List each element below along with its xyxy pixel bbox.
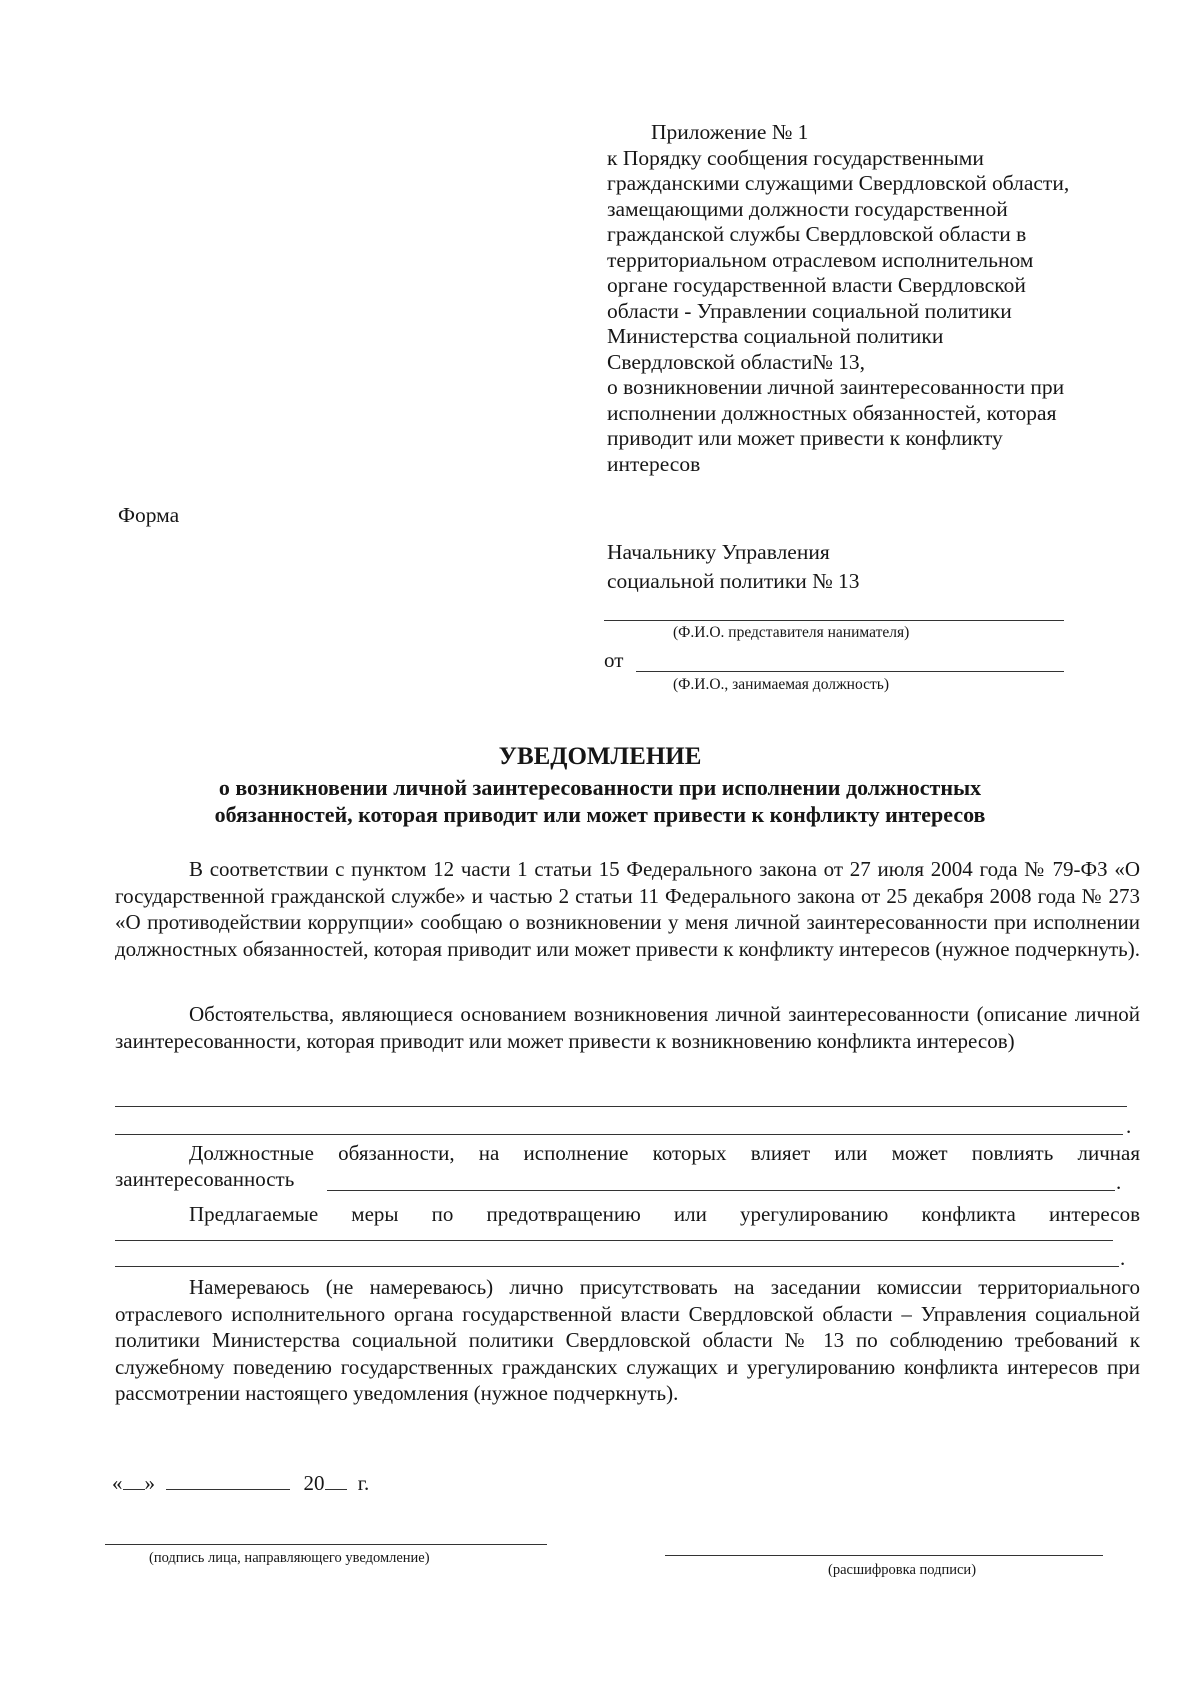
appendix-line: исполнении должностных обязанностей, которая: [607, 400, 1057, 425]
appendix-line: области - Управлении социальной политики: [607, 298, 1012, 323]
appendix-line: о возникновении личной заинтересованности при: [607, 375, 1065, 399]
employer-name-line[interactable]: [604, 620, 1064, 621]
appendix-line: гражданской службы Свердловской области в: [607, 222, 1027, 246]
period: .: [1116, 1170, 1122, 1194]
sender-name-line[interactable]: [636, 671, 1064, 672]
appendix-line: приводит или может привести к конфликту: [607, 426, 1003, 450]
from-label: от: [604, 648, 624, 672]
month-field[interactable]: [166, 1489, 290, 1490]
appendix-block: [607, 120, 1127, 477]
paragraph-measures: Предлагаемые меры по предотвращению или урегулированию конфликта интересов: [189, 1202, 1140, 1226]
measures-field-line-2[interactable]: [115, 1266, 1119, 1267]
date-line: [112, 1471, 369, 1496]
paragraph-intention: Намереваюсь (не намереваюсь) лично присутствовать на заседании комиссии территориального отраслевого исполнительного органа государственной власти Свердловской области – Управления социальной политики Министерства социальной политики Свердловской области № 13 по соблюдению требований к служебному поведению государственных гражданских служащих и урегулированию конфликта интересов при рассмотрении настоящего уведомления (нужное подчеркнуть).: [115, 1275, 1140, 1405]
document-subtitle: [0, 774, 1200, 828]
appendix-line: Министерства социальной политики: [607, 324, 944, 348]
subtitle-line-2: обязанностей, которая приводит или может привести к конфликту интересов: [214, 802, 986, 827]
appendix-line: к Порядку сообщения государственными: [607, 145, 984, 170]
appendix-line: органе государственной власти Свердловской: [607, 273, 1026, 297]
addressee-line-1: Начальнику Управления: [607, 540, 830, 564]
circumstances-field-line-1[interactable]: [115, 1106, 1127, 1107]
paragraph-notification: В соответствии с пунктом 12 части 1 статьи 15 Федерального закона от 27 июля 2004 года № 79-ФЗ «О государственной гражданской службе» и частью 2 статьи 11 Федерального закона от 25 декабря 2008 года № 273 «О противодействии коррупции» сообщаю о возникновении у меня личной заинтересованности при исполнении должностных обязанностей, которая приводит или может привести к конфликту интересов (нужное подчеркнуть).: [115, 857, 1140, 961]
appendix-line: Свердловской области№ 13,: [607, 349, 865, 374]
paragraph-duties: Должностные обязанности, на исполнение которых влияет или может повлиять личная: [189, 1141, 1140, 1165]
form-label: Форма: [118, 503, 180, 527]
appendix-line: гражданскими служащими Свердловской области,: [607, 171, 1070, 195]
year-field[interactable]: [325, 1489, 347, 1490]
addressee-line-2: социальной политики № 13: [607, 569, 860, 593]
appendix-line: Приложение № 1: [651, 120, 809, 144]
subtitle-line-1: о возникновении личной заинтересованности при исполнении должностных: [218, 775, 982, 800]
duties-lead: заинтересованность: [115, 1167, 295, 1191]
period: .: [1120, 1246, 1126, 1270]
measures-field-line-1[interactable]: [115, 1240, 1113, 1241]
year-suffix: г.: [357, 1471, 370, 1495]
period: .: [1126, 1114, 1132, 1138]
year-prefix: 20: [303, 1471, 325, 1495]
signature-decoding-line[interactable]: [665, 1555, 1103, 1556]
appendix-line: территориальном отраслевом исполнительном: [607, 247, 1034, 272]
signature-caption: (подпись лица, направляющего уведомление): [149, 1550, 430, 1566]
employer-caption: (Ф.И.О. представителя нанимателя): [673, 624, 910, 641]
duties-field-line[interactable]: [327, 1190, 1115, 1191]
appendix-line: интересов: [607, 451, 701, 476]
sender-caption: (Ф.И.О., занимаемая должность): [673, 676, 890, 693]
signature-line[interactable]: [105, 1544, 547, 1545]
paragraph-circumstances: Обстоятельства, являющиеся основанием возникновения личной заинтересованности (описание личной заинтересованности, которая приводит или может привести к возникновению конфликта интересов): [115, 1002, 1140, 1053]
appendix-line: замещающими должности государственной: [607, 196, 1008, 221]
date-close-quote: »: [144, 1471, 155, 1495]
circumstances-field-line-2[interactable]: [115, 1134, 1123, 1135]
date-open-quote: «: [112, 1471, 123, 1495]
document-title: УВЕДОМЛЕНИЕ: [498, 743, 702, 770]
decoding-caption: (расшифровка подписи): [828, 1562, 977, 1578]
addressee-block: [607, 538, 860, 596]
day-field[interactable]: [123, 1489, 145, 1490]
